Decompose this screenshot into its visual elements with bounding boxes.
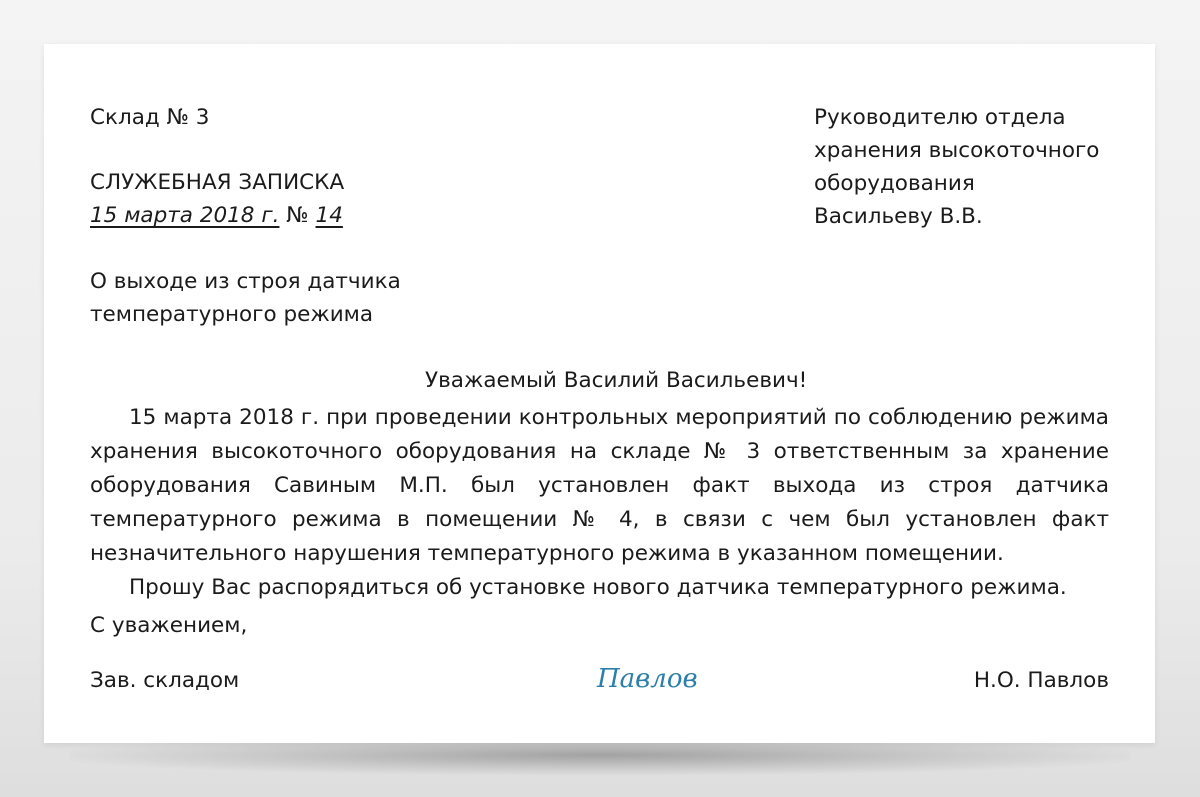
subject-line-1: О выходе из строя датчика: [90, 269, 401, 294]
signer-name: Н.О. Павлов: [973, 668, 1109, 693]
document-number: 14: [315, 203, 343, 228]
subject-line-2: температурного режима: [90, 302, 374, 327]
number-label: №: [286, 203, 309, 228]
document-date: 15 марта 2018 г.: [90, 203, 280, 228]
addressee-line-4: Васильеву В.В.: [814, 204, 983, 229]
body-paragraph-2: Прошу Вас распорядиться об установке нового датчика температурного режима.: [129, 575, 1067, 600]
addressee-line-3: оборудования: [814, 171, 975, 196]
organization-name: Склад № 3: [90, 105, 210, 130]
greeting: Уважаемый Василий Васильевич!: [425, 368, 808, 393]
closing: С уважением,: [90, 613, 248, 638]
handwritten-signature: Павлов: [597, 664, 698, 694]
addressee-line-1: Руководителю отдела: [814, 105, 1066, 130]
document-body: [90, 401, 1109, 605]
document-date-number: [90, 199, 343, 232]
body-paragraph-1: 15 марта 2018 г. при проведении контрольных мероприятий по соблюдению режима хранения высокоточного оборудования на складе № 3 ответственным за хранение оборудования Савиным М.П. был установлен факт выхода из строя датчика температурного режима в помещении № 4, в связи с чем был установлен факт незначительного нарушения температурного режима в указанном помещении.: [90, 405, 1109, 566]
signer-position: Зав. складом: [90, 668, 240, 693]
document-type: СЛУЖЕБНАЯ ЗАПИСКА: [90, 170, 345, 195]
addressee-line-2: хранения высокоточного: [814, 138, 1100, 163]
